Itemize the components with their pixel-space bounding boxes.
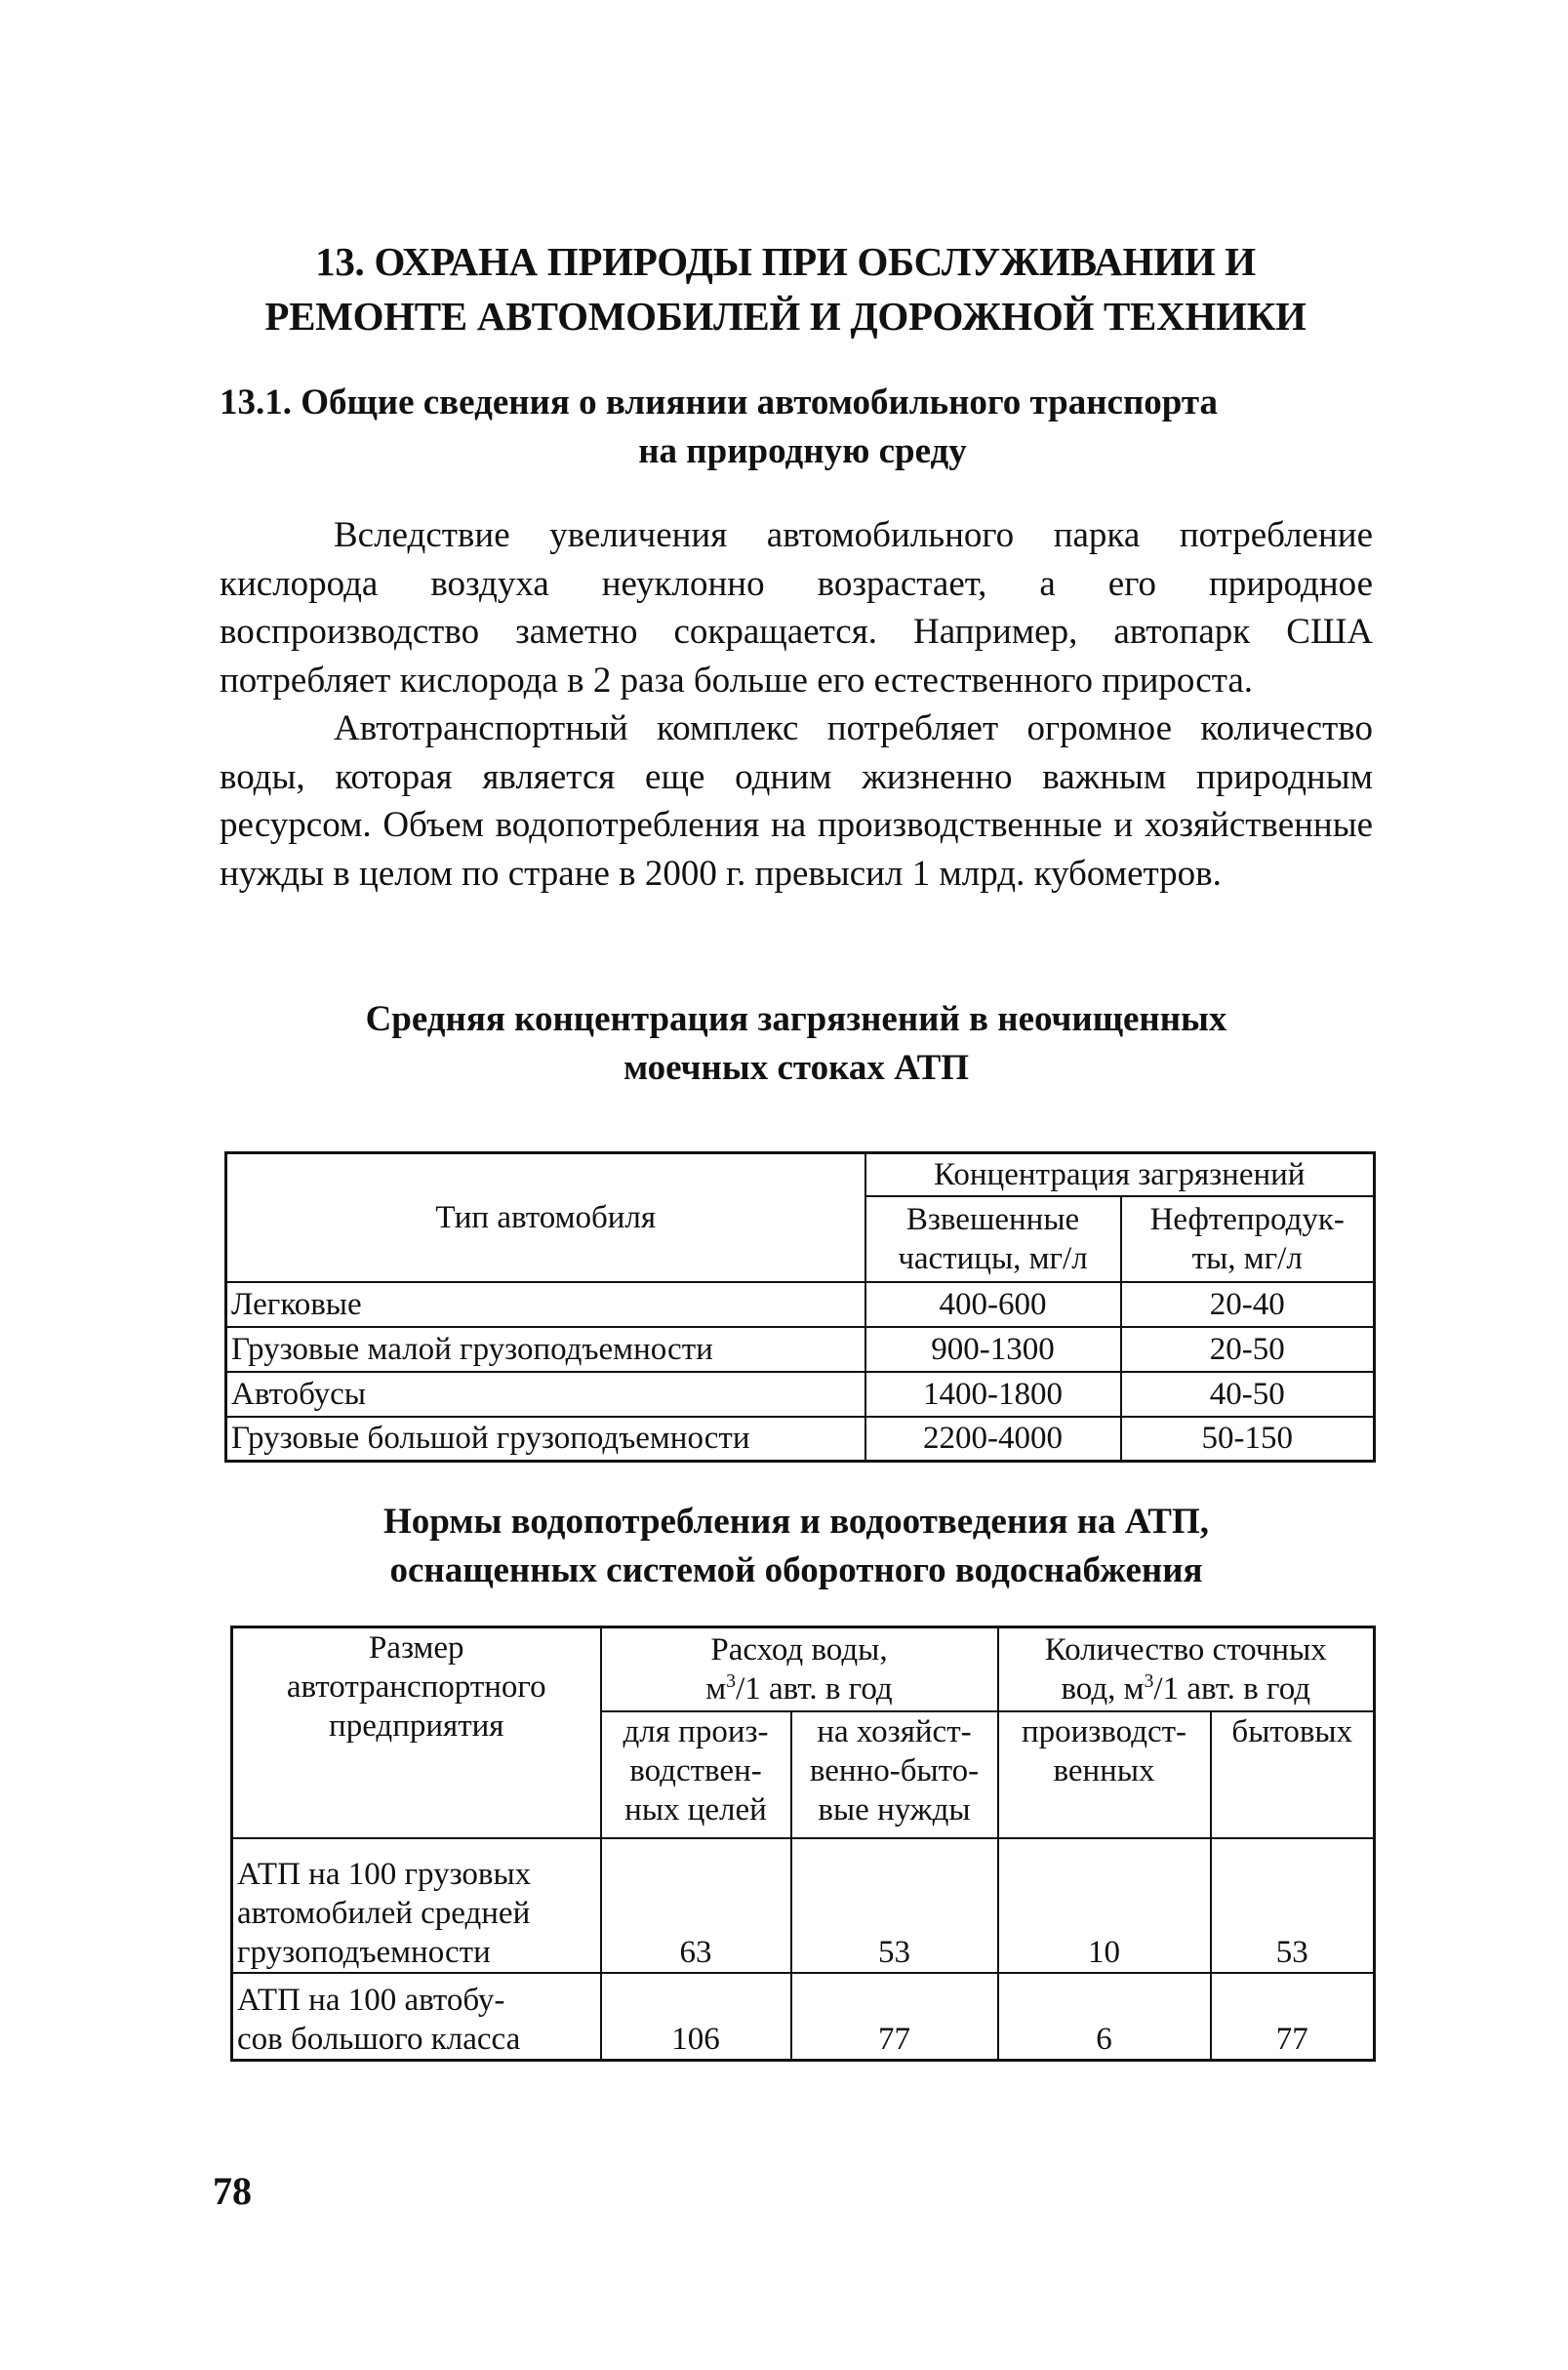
header-waste-line1: Количество сточных	[1044, 1631, 1327, 1667]
header-concentration: Концентрация загрязнений	[865, 1153, 1375, 1196]
row-label-line: сов большого класса	[237, 2022, 521, 2057]
header-enterprise-size	[232, 1627, 601, 1838]
table-row	[226, 1417, 1375, 1462]
header-oil-line1: Нефтепродук-	[1149, 1201, 1345, 1237]
page-number: 78	[213, 2169, 252, 2213]
header-suspended-particles	[865, 1196, 1121, 1282]
unit-text: вод, м	[1061, 1670, 1145, 1707]
table2-caption-line1: Нормы водопотребления и водоотведения на АТП,	[383, 1502, 1209, 1542]
water-consumption-table	[230, 1626, 1376, 2062]
header-waste-line2	[1003, 1669, 1370, 1708]
unit-exponent: 3	[726, 1669, 737, 1692]
header-line: на хозяйст-	[817, 1713, 972, 1749]
header-suspended-line1: Взвешенные	[905, 1201, 1080, 1237]
row-household-waste: 77	[1211, 1973, 1375, 2061]
header-line: венно-быто-	[809, 1752, 980, 1788]
header-household-waste	[1211, 1711, 1375, 1838]
section-title-line2: на природную среду	[638, 431, 967, 471]
table1-caption	[220, 995, 1373, 1093]
row-household-use: 77	[791, 1973, 998, 2061]
header-oil-line2: ты, мг/л	[1191, 1240, 1303, 1276]
row-vehicle-type: Легковые	[226, 1282, 865, 1327]
row-suspended: 900-1300	[865, 1327, 1121, 1372]
section-title	[220, 379, 1386, 476]
row-oil: 40-50	[1121, 1372, 1375, 1417]
header-oil-products	[1121, 1196, 1375, 1282]
row-production-waste: 10	[998, 1838, 1211, 1973]
row-production-use: 106	[601, 1973, 791, 2061]
table-row	[232, 1973, 1375, 2061]
header-line: вые нужды	[818, 1791, 971, 1828]
header-line: для произ-	[623, 1713, 769, 1749]
row-oil: 20-40	[1121, 1282, 1375, 1327]
header-size-line2: автотранспортного	[286, 1669, 546, 1705]
row-label-line: автомобилей средней	[237, 1895, 531, 1931]
unit-text: /1 авт. в год	[736, 1670, 893, 1707]
table-row	[226, 1282, 1375, 1327]
header-production-use	[601, 1711, 791, 1838]
unit-text: /1 авт. в год	[1153, 1670, 1311, 1707]
row-label-line: грузоподъемности	[237, 1934, 491, 1970]
header-water-line1: Расход воды,	[710, 1631, 888, 1667]
table2-caption	[220, 1498, 1373, 1595]
row-household-waste: 53	[1211, 1838, 1375, 1973]
row-production-waste: 6	[998, 1973, 1211, 2061]
header-household-use	[791, 1711, 998, 1838]
row-vehicle-type: Грузовые малой грузоподъемности	[226, 1327, 865, 1372]
chapter-title-line1: 13. ОХРАНА ПРИРОДЫ ПРИ ОБСЛУЖИВАНИИ И	[315, 239, 1256, 284]
row-label-line: АТП на 100 автобу-	[237, 1983, 505, 2018]
unit-text: м	[705, 1670, 727, 1707]
header-line: бытовых	[1231, 1713, 1353, 1749]
table2-caption-line2: оснащенных системой оборотного водоснабжения	[389, 1550, 1203, 1590]
row-suspended: 400-600	[865, 1282, 1121, 1327]
row-label-line: АТП на 100 грузовых	[237, 1856, 532, 1892]
paragraph-2: Автотранспортный комплекс потребляет огромное количество воды, которая является еще одним жизненно важным природным ресурсом. Объем водопотребления на производственные и хозяйственные нужды в целом по стране в 2000 г. превысил 1 млрд. кубометров.	[220, 708, 1373, 894]
header-suspended-line2: частицы, мг/л	[898, 1240, 1088, 1276]
row-suspended: 1400-1800	[865, 1372, 1121, 1417]
header-line: ных целей	[624, 1791, 767, 1828]
row-household-use: 53	[791, 1838, 998, 1973]
table1-caption-line1: Средняя концентрация загрязнений в неочищенных	[365, 999, 1227, 1039]
paragraph-1: Вследствие увеличения автомобильного парка потребление кислорода воздуха неуклонно возрастает, а его природное воспроизводство заметно сокращается. Например, автопарк США потребляет кислорода в 2 раза больше его естественного прироста.	[220, 515, 1373, 701]
header-water-consumption	[601, 1627, 998, 1711]
table-row	[232, 1838, 1375, 1973]
row-enterprise	[232, 1973, 601, 2061]
header-line: венных	[1053, 1752, 1155, 1788]
pollution-concentration-table	[224, 1151, 1376, 1463]
table-row	[226, 1327, 1375, 1372]
header-wastewater	[998, 1627, 1375, 1711]
header-line: водствен-	[629, 1752, 762, 1788]
row-enterprise	[232, 1838, 601, 1973]
row-vehicle-type: Автобусы	[226, 1372, 865, 1417]
table1-caption-line2: моечных стоках АТП	[623, 1048, 970, 1088]
header-vehicle-type: Тип автомобиля	[226, 1153, 865, 1282]
row-oil: 20-50	[1121, 1327, 1375, 1372]
row-production-use: 63	[601, 1838, 791, 1973]
chapter-title	[205, 234, 1366, 343]
unit-exponent: 3	[1144, 1669, 1154, 1692]
row-oil: 50-150	[1121, 1417, 1375, 1462]
table-row	[226, 1372, 1375, 1417]
header-size-line1: Размер	[368, 1630, 464, 1666]
header-line: производст-	[1021, 1713, 1187, 1749]
row-suspended: 2200-4000	[865, 1417, 1121, 1462]
header-size-line3: предприятия	[329, 1708, 504, 1744]
chapter-title-line2: РЕМОНТЕ АВТОМОБИЛЕЙ И ДОРОЖНОЙ ТЕХНИКИ	[264, 294, 1307, 339]
header-production-waste	[998, 1711, 1211, 1838]
header-water-line2	[606, 1669, 993, 1708]
row-vehicle-type: Грузовые большой грузоподъемности	[226, 1417, 865, 1462]
section-title-line1: 13.1. Общие сведения о влиянии автомобильного транспорта	[220, 382, 1219, 422]
